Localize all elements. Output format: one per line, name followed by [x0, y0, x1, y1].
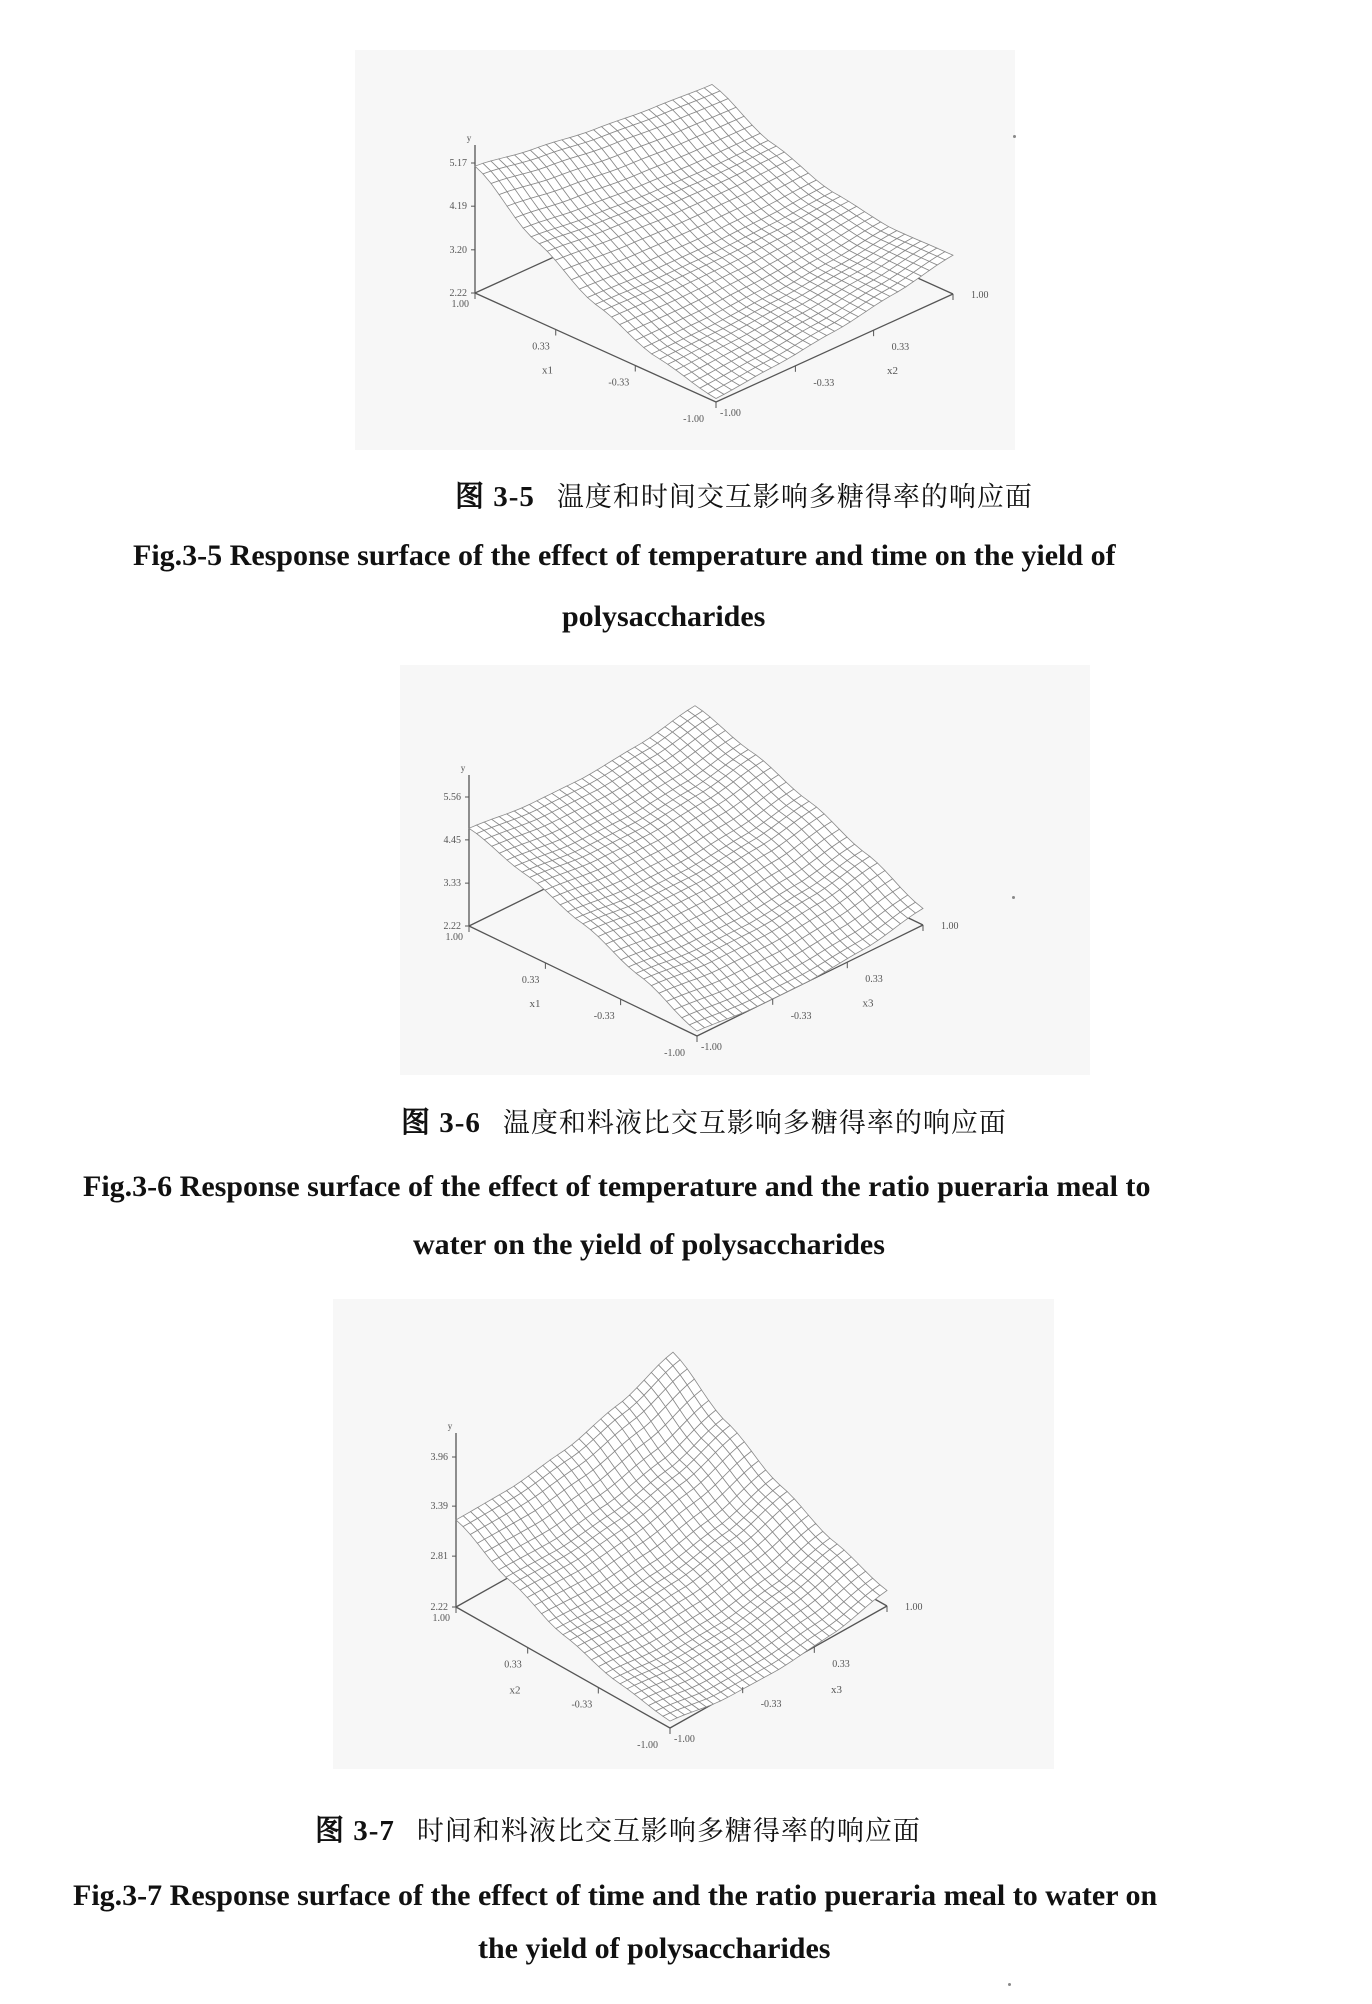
axis-y-tick-label: 2.22	[449, 288, 467, 299]
figure-3-6-title-cn: 温度和料液比交互影响多糖得率的响应面	[502, 1108, 1007, 1139]
axis-x3-tick-label: -1.00	[701, 1042, 722, 1053]
axis-y-tick-label: 2.22	[443, 921, 461, 932]
axis-x3-tick-label: 0.33	[832, 1658, 850, 1670]
figure-3-7-number: 图 3-7	[315, 1815, 395, 1847]
figure-3-6-caption-en-line2: water on the yield of polysaccharides	[413, 1228, 885, 1261]
figure-3-5-caption-en-line1: Fig.3-5 Response surface of the effect of temperature and time on the yield of	[133, 539, 1116, 572]
axis-x1-tick-label: 0.33	[521, 974, 540, 986]
axis-x3-tick-label: 1.00	[941, 921, 959, 932]
axis-y-label: y	[447, 1421, 453, 1431]
axis-y-tick-label: 3.96	[430, 1452, 448, 1463]
axis-y-tick-label: 5.17	[449, 158, 467, 169]
figure-3-7-title-cn: 时间和料液比交互影响多糖得率的响应面	[416, 1816, 921, 1847]
axis-y-tick-label: 4.19	[449, 201, 467, 213]
axis-x2-tick-label: -1.00	[720, 408, 741, 419]
axis-x2-tick-label: -1.00	[637, 1740, 658, 1751]
axis-x3-tick-label: 1.00	[905, 1602, 923, 1613]
axis-y-tick-label: 3.20	[449, 244, 467, 256]
axis-x2-label: x2	[887, 365, 898, 377]
scan-speck	[1012, 896, 1015, 899]
figure-3-6-number: 图 3-6	[401, 1107, 481, 1139]
axis-y-label: y	[460, 763, 466, 773]
axis-x3-tick-label: -1.00	[674, 1734, 695, 1745]
axis-x3-tick-label: -0.33	[760, 1699, 782, 1711]
axis-x1-tick-label: 1.00	[445, 932, 463, 943]
figure-3-6-caption-en-line1: Fig.3-6 Response surface of the effect of temperature and the ratio pueraria meal to	[83, 1170, 1151, 1203]
axis-x2-tick-label: -0.33	[813, 377, 835, 389]
axis-y-tick-label: 3.39	[430, 1501, 448, 1513]
figure-3-7-caption-en-line2: the yield of polysaccharides	[478, 1932, 831, 1965]
axis-y-ticks	[431, 1421, 457, 1613]
axis-x3-label: x3	[831, 1684, 842, 1696]
figure-3-5-caption-en-line2: polysaccharides	[562, 600, 766, 633]
axis-x3-tick-label: 0.33	[865, 974, 883, 986]
axis-y-tick-label: 2.22	[430, 1602, 448, 1613]
axis-x1-tick-label: -0.33	[593, 1011, 615, 1023]
axis-x1-tick-label: 0.33	[532, 341, 550, 353]
figure-3-7-caption-en-line1: Fig.3-7 Response surface of the effect of time and the ratio pueraria meal to water on	[73, 1879, 1158, 1912]
axis-y-tick-label: 4.45	[443, 834, 461, 846]
figure-3-6-caption-cn	[401, 1100, 1007, 1141]
scan-speck	[1013, 135, 1016, 138]
figure-3-5-number: 图 3-5	[455, 481, 535, 513]
axis-x1-tick-label: -0.33	[608, 377, 630, 389]
figure-3-5-title-cn: 温度和时间交互影响多糖得率的响应面	[556, 482, 1033, 513]
axis-y-tick-label: 2.81	[430, 1551, 448, 1563]
axis-x1-label: x1	[542, 364, 553, 377]
axis-x3-label: x3	[862, 997, 874, 1010]
surface-plot-group	[431, 1352, 923, 1751]
axis-x2-tick-label: 0.33	[891, 342, 910, 354]
axis-x1-label: x1	[529, 998, 541, 1010]
figure-3-5-caption-cn	[455, 474, 1033, 515]
axis-x1-tick-label: 1.00	[451, 299, 469, 310]
axis-x1-tick-label: -1.00	[664, 1048, 685, 1059]
axis-y-tick-label: 3.33	[443, 878, 461, 890]
figure-3-7-caption-cn	[315, 1808, 921, 1849]
axis-y-label: y	[466, 133, 472, 143]
axis-x3-tick-label: -0.33	[790, 1010, 812, 1022]
axis-x1-tick-label: -1.00	[683, 414, 704, 425]
axis-y-tick-label: 5.56	[443, 792, 461, 803]
axis-x2-tick-label: 0.33	[504, 1659, 522, 1671]
axis-x2-tick-label: -0.33	[571, 1699, 593, 1711]
axis-x2-tick-label: 1.00	[971, 290, 989, 301]
axis-x2-label: x2	[509, 1684, 521, 1697]
axis-x2-tick-label: 1.00	[432, 1613, 450, 1624]
scan-speck	[1008, 1983, 1011, 1986]
